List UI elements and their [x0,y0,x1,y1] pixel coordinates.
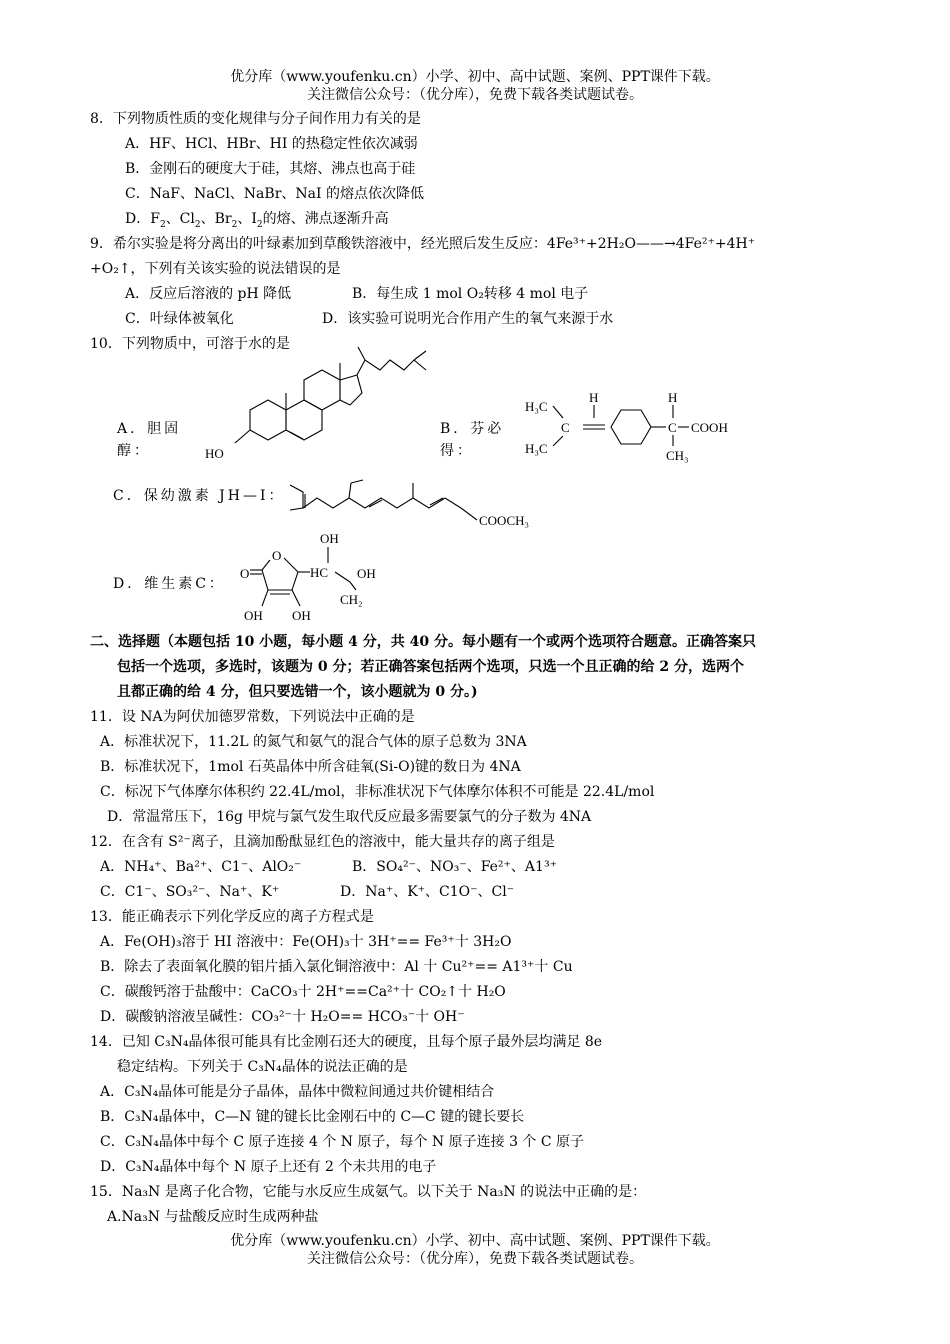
ibuprofen-c2-label: C [668,420,677,435]
q9-option-a: A．反应后溶液的 pH 降低 [125,286,292,302]
q10-b-label: B．芬必得： [440,421,505,459]
vitc-oh-bottom-left: OH [244,608,263,623]
header-line-1: 优分库（www.youfenku.cn）小学、初中、高中试题、案例、PPT课件下载。 [230,69,720,85]
q13-option-a: A．Fe(OH)₃溶于 HI 溶液中：Fe(OH)₃十 3H⁺== Fe³⁺十 3H₂O [100,934,512,950]
section2-line-2: 包括一个选项，多选时，该题为 0 分；若正确答案包括两个选项，只选一个且正确的给 2 分，选两个 [117,659,744,675]
q13-option-c: C．碳酸钙溶于盐酸中：CaCO₃十 2H⁺==Ca²⁺十 CO₂↑十 H₂O [100,984,506,1000]
q8-option-d: D．$F_2$、$Cl_2$、$Br_2$、$I_2$的熔、沸点逐渐升高 [125,211,389,230]
vitc-o-ring: O [272,548,282,563]
q11-option-a: A．标准状况下，11.2L 的氮气和氨气的混合气体的原子总数为 3NA [100,734,527,750]
q8-option-b: B．金刚石的硬度大于硅，其熔、沸点也高于硅 [125,161,416,177]
q8-option-c: C．NaF、NaCl、NaBr、NaI 的熔点依次降低 [125,186,424,202]
q13-option-b: B．除去了表面氧化膜的铝片插入氯化铜溶液中：Al 十 Cu²⁺== A1³⁺十 Cu [100,959,573,975]
q10-c-label: C．保幼激素 JH—I： [113,488,286,504]
ibuprofen-ch3-label: CH₃ [666,448,689,463]
section2-line-1: 二、选择题（本题包括 10 小题，每小题 4 分，共 40 分。每小题有一个或两个选项符合题意。正确答案只 [90,634,756,650]
q9-option-d: D．该实验可说明光合作用产生的氧气来源于水 [322,311,614,327]
q14-option-b: B．C₃N₄晶体中，C—N 键的键长比金刚石中的 C—C 键的键长要长 [100,1109,525,1125]
ibuprofen-h3c-top: H₃C [525,399,548,414]
q12-option-b: B．SO₄²⁻、NO₃⁻、Fe²⁺、A1³⁺ [352,859,557,875]
q11-stem: 11．设 NA为阿伏加德罗常数，下列说法中正确的是 [90,709,415,725]
ibuprofen-structure [525,388,755,468]
q9-stem: 9．希尔实验是将分离出的叶绿素加到草酸铁溶液中，经光照后发生反应：4Fe³⁺+2H₂O——→4Fe²⁺+4H⁺ [90,236,756,252]
q14-option-d: D．C₃N₄晶体中每个 N 原子上还有 2 个未共用的电子 [100,1159,437,1175]
q13-stem: 13．能正确表示下列化学反应的离子方程式是 [90,909,374,925]
footer-line-2: 关注微信公众号：（优分库），免费下载各类试题试卷。 [307,1251,643,1267]
q11-option-b: B．标准状况下，1mol 石英晶体中所含硅氧(Si-O)键的数日为 4NA [100,759,521,775]
q15-stem: 15．Na₃N 是离子化合物，它能与水反应生成氨气。以下关于 Na₃N 的说法中正确的是： [90,1184,647,1200]
ibuprofen-h2-label: H [668,390,678,405]
jh1-cooch3-label: COOCH₃ [479,513,530,528]
footer-line-1: 优分库（www.youfenku.cn）小学、初中、高中试题、案例、PPT课件下载。 [230,1233,720,1249]
ibuprofen-cooh-label: COOH [691,420,728,435]
q12-option-a: A．NH₄⁺、Ba²⁺、C1⁻、AlO₂⁻ [100,859,302,875]
vitc-hc-label: HC [310,565,329,580]
q12-stem: 12．在含有 S²⁻离子，且滴加酚酞显红色的溶液中，能大量共存的离子组是 [90,834,555,850]
q9-option-c: C．叶绿体被氧化 [125,311,234,327]
q14-stem: 14．已知 C₃N₄晶体很可能具有比金刚石还大的硬度，且每个原子最外层均满足 8e [90,1034,603,1050]
ibuprofen-c-label: C [561,420,570,435]
header-line-2: 关注微信公众号：（优分库），免费下载各类试题试卷。 [307,87,643,103]
cholesterol-ho-label: HO [205,446,224,461]
cholesterol-structure [200,355,400,465]
q11-option-c: C．标况下气体摩尔体积约 22.4L/mol，非标准状况下气体摩尔体积不可能是 22.4L/mol [100,784,655,800]
vitc-oh-right: OH [357,566,376,581]
q9-stem-cont: +O₂↑，下列有关该实验的说法错误的是 [90,261,341,277]
jh1-structure [285,480,545,530]
q8-option-a: A．HF、HCl、HBr、HI 的热稳定性依次减弱 [125,136,418,152]
vitc-o-keto: O [240,566,250,581]
q8-stem: 8．下列物质性质的变化规律与分子间作用力有关的是 [90,111,421,127]
q10-a-label: A．胆固醇： [117,421,182,459]
vitc-oh-top: OH [320,531,339,546]
q9-option-b: B．每生成 1 mol O₂转移 4 mol 电子 [352,286,589,302]
q14-option-c: C．C₃N₄晶体中每个 C 原子连接 4 个 N 原子，每个 N 原子连接 3 个 C 原子 [100,1134,585,1150]
vitc-oh-bottom-right: OH [292,608,311,623]
vitc-ch2-label: CH₂ [340,592,363,607]
ibuprofen-h3c-bottom: H₃C [525,441,548,456]
vitamin-c-structure [240,530,400,625]
q13-option-d: D．碳酸钠溶液呈碱性：CO₃²⁻十 H₂O== HCO₃⁻十 OH⁻ [100,1009,465,1025]
q14-stem-cont: 稳定结构。下列关于 C₃N₄晶体的说法正确的是 [117,1059,408,1075]
q11-option-d: D．常温常压下，16g 甲烷与氯气发生取代反应最多需要氯气的分子数为 4NA [107,809,592,825]
q10-d-label: D．维生素C： [113,576,226,592]
q15-option-a: A.Na₃N 与盐酸反应时生成两种盐 [107,1209,319,1225]
q12-option-d: D．Na⁺、K⁺、C1O⁻、Cl⁻ [340,884,515,900]
q10-stem: 10．下列物质中，可溶于水的是 [90,336,290,352]
ibuprofen-h-label: H [589,390,599,405]
q12-option-c: C．C1⁻、SO₃²⁻、Na⁺、K⁺ [100,884,280,900]
q14-option-a: A．C₃N₄晶体可能是分子晶体，晶体中微粒间通过共价键相结合 [100,1084,495,1100]
section2-line-3: 且都正确的给 4 分，但只要选错一个，该小题就为 0 分。) [117,684,478,700]
